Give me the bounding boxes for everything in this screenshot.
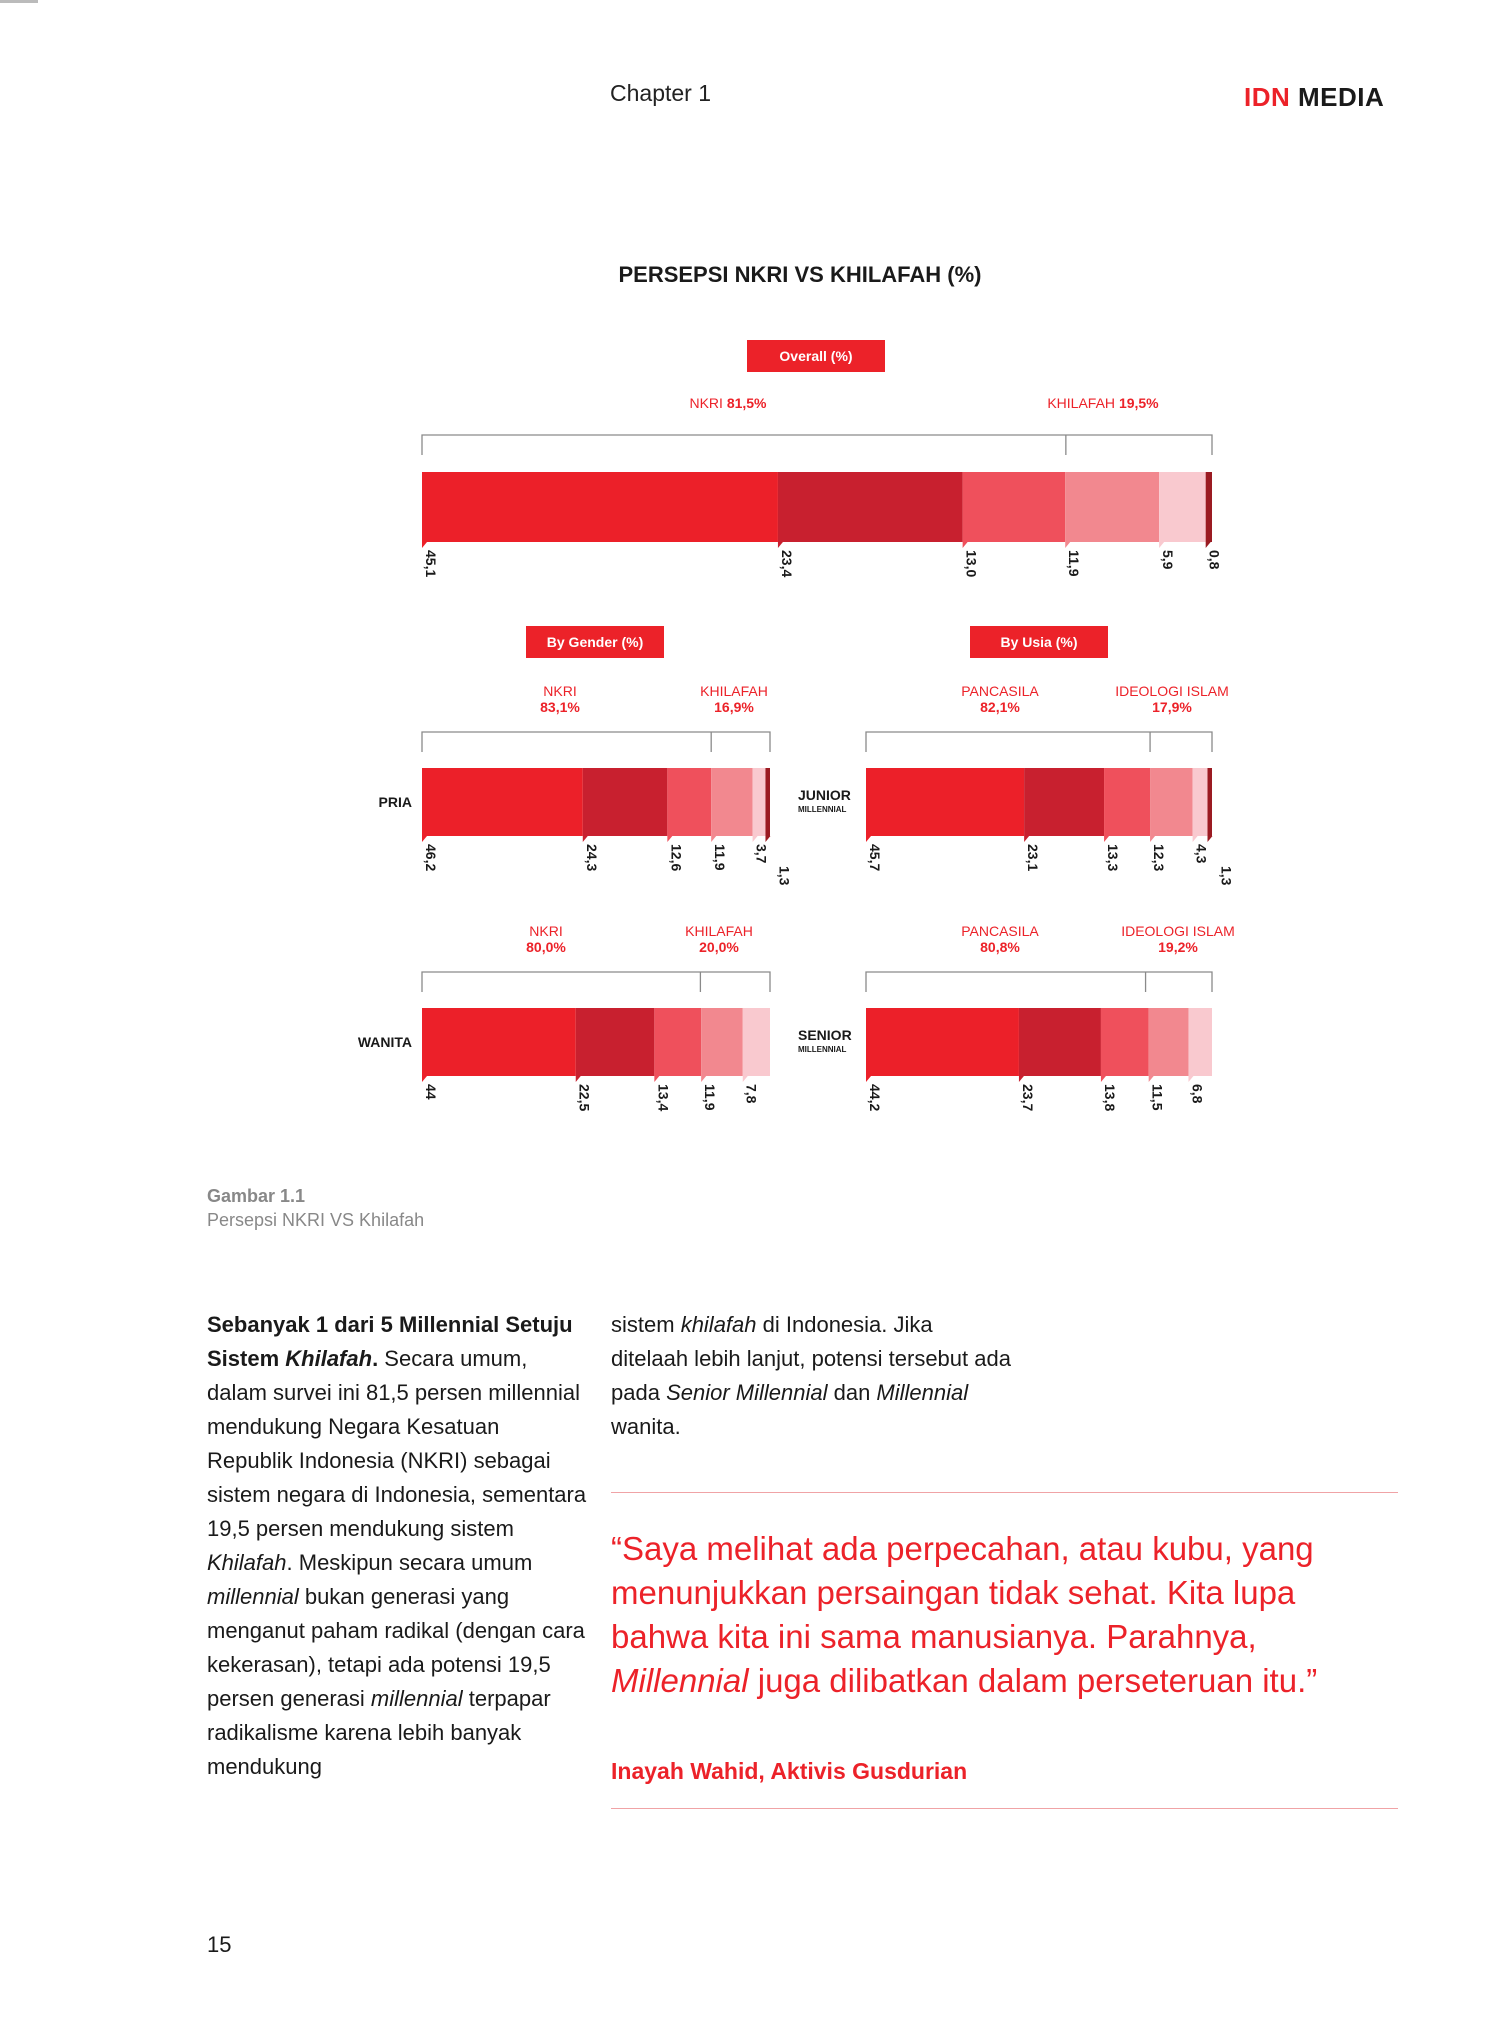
value-label-overall-3: 11,9: [1066, 550, 1083, 577]
bar-notch-overall-5: [1206, 542, 1211, 548]
row-label-pria: PRIA: [378, 794, 412, 810]
group-label-right-value-junior: 17,9%: [1152, 699, 1192, 715]
row-sublabel-senior: MILLENNIAL: [798, 1045, 847, 1054]
bar-notch-senior-1: [1019, 1076, 1024, 1082]
bar-segment-junior-0: [866, 768, 1024, 836]
bracket-senior: [866, 972, 1212, 992]
lead-heading: Sebanyak 1 dari 5 Millennial Setuju Sistem Khilafah.: [207, 1312, 573, 1371]
bar-segment-pria-4: [753, 768, 766, 836]
group-label-right-value-wanita: 20,0%: [699, 939, 739, 955]
row-label-wanita: WANITA: [357, 1034, 412, 1050]
group-label-left-value-junior: 82,1%: [980, 699, 1020, 715]
panel-header-overall: Overall (%): [779, 348, 853, 364]
value-label-pria-1: 24,3: [583, 844, 600, 872]
bar-notch-overall-1: [778, 542, 783, 548]
group-label-right-value-pria: 16,9%: [714, 699, 754, 715]
bar-segment-wanita-4: [743, 1008, 770, 1076]
bar-notch-senior-3: [1149, 1076, 1154, 1082]
value-label-senior-2: 13,8: [1101, 1084, 1118, 1112]
bar-notch-wanita-1: [576, 1076, 581, 1082]
bar-segment-overall-0: [422, 472, 778, 542]
group-label-left-value-pria: 83,1%: [540, 699, 580, 715]
panel-header-junior: By Usia (%): [1000, 634, 1078, 650]
bar-notch-wanita-2: [654, 1076, 659, 1082]
group-label-left-value-senior: 80,8%: [980, 939, 1020, 955]
chart-title: PERSEPSI NKRI VS KHILAFAH (%): [618, 262, 982, 287]
value-label-overall-5: 0,8: [1206, 550, 1223, 570]
figure-caption-subtitle: Persepsi NKRI VS Khilafah: [207, 1210, 425, 1230]
value-label-junior-4: 4,3: [1193, 844, 1210, 864]
bar-notch-overall-4: [1159, 542, 1164, 548]
value-label-senior-0: 44,2: [867, 1084, 883, 1112]
bar-segment-overall-4: [1159, 472, 1206, 542]
logo-media: MEDIA: [1298, 82, 1385, 112]
bar-segment-wanita-3: [701, 1008, 743, 1076]
body-text-column-1: Sebanyak 1 dari 5 Millennial Setuju Sistem Khilafah. Secara umum, dalam survei ini 81,5 persen millennial mendukung Negara Kesatuan Republik Indonesia (NKRI) sebagai sistem negara di Indonesia, sementara 19,5 persen mendukung sistem Khilafah. Meskipun secara umum millennial bukan generasi yang menganut paham radikal (dengan cara kekerasan), tetapi ada potensi 19,5 persen generasi millennial terpapar radikalisme karena lebih banyak mendukung: [207, 1312, 587, 1779]
quote-author: Inayah Wahid, Aktivis Gusdurian: [611, 1758, 968, 1784]
value-label-senior-3: 11,5: [1149, 1084, 1166, 1111]
bar-segment-overall-2: [963, 472, 1066, 542]
bar-notch-senior-0: [866, 1076, 871, 1082]
bracket-wanita: [422, 972, 770, 992]
group-label-left-name-senior: PANCASILA: [961, 923, 1039, 939]
value-label-junior-3: 12,3: [1151, 844, 1168, 872]
bar-notch-pria-5: [765, 836, 770, 842]
bracket-pria: [422, 732, 770, 752]
pull-quote: “Saya melihat ada perpecahan, atau kubu, yang menunjukkan persaingan tidak sehat. Kita lupa bahwa kita ini sama manusianya. Parahnya, Millennial juga dilibatkan dalam perseteruan itu.”: [611, 1530, 1318, 1699]
value-label-junior-5: 1,3: [1218, 866, 1235, 886]
group-label-left-overall: NKRI 81,5%: [689, 395, 767, 411]
bracket-overall: [422, 435, 1212, 455]
bar-notch-wanita-0: [422, 1076, 427, 1082]
bar-notch-wanita-4: [743, 1076, 748, 1082]
bar-segment-pria-0: [422, 768, 583, 836]
bar-segment-overall-5: [1206, 472, 1212, 542]
group-label-right-name-junior: IDEOLOGI ISLAM: [1115, 683, 1229, 699]
bar-notch-junior-4: [1193, 836, 1198, 842]
bar-notch-pria-1: [583, 836, 588, 842]
row-sublabel-junior: MILLENNIAL: [798, 805, 847, 814]
value-label-overall-0: 45,1: [423, 550, 439, 578]
bar-segment-wanita-2: [654, 1008, 701, 1076]
value-label-overall-2: 13,0: [963, 550, 980, 578]
value-label-overall-1: 23,4: [778, 550, 795, 578]
bar-segment-senior-1: [1019, 1008, 1101, 1076]
bar-segment-junior-4: [1193, 768, 1208, 836]
panel-header-pria: By Gender (%): [546, 634, 644, 650]
value-label-wanita-4: 7,8: [743, 1084, 760, 1104]
bar-segment-wanita-1: [576, 1008, 655, 1076]
bar-segment-senior-3: [1149, 1008, 1189, 1076]
bar-notch-overall-2: [963, 542, 968, 548]
bar-notch-pria-2: [667, 836, 672, 842]
value-label-pria-2: 12,6: [668, 844, 685, 872]
bar-segment-senior-0: [866, 1008, 1019, 1076]
row-label-senior: SENIOR: [798, 1027, 852, 1043]
value-label-junior-0: 45,7: [867, 844, 883, 872]
row-label-junior: JUNIOR: [798, 787, 851, 803]
bar-notch-pria-3: [711, 836, 716, 842]
value-label-overall-4: 5,9: [1160, 550, 1177, 570]
value-label-pria-5: 1,3: [776, 866, 793, 886]
group-label-right-overall: KHILAFAH 19,5%: [1047, 395, 1159, 411]
bar-segment-senior-2: [1101, 1008, 1149, 1076]
value-label-senior-4: 6,8: [1189, 1084, 1206, 1104]
bar-segment-junior-3: [1150, 768, 1193, 836]
bar-segment-pria-5: [765, 768, 770, 836]
bar-segment-senior-4: [1188, 1008, 1212, 1076]
figure-caption-title: Gambar 1.1: [207, 1186, 306, 1206]
value-label-wanita-0: 44: [423, 1084, 439, 1100]
value-label-pria-4: 3,7: [753, 844, 770, 864]
quote-top-rule: [611, 1492, 1398, 1493]
value-label-wanita-2: 13,4: [655, 1084, 672, 1112]
bar-notch-overall-3: [1065, 542, 1070, 548]
value-label-wanita-1: 22,5: [576, 1084, 593, 1112]
bar-notch-overall-0: [422, 542, 427, 548]
group-label-left-name-pria: NKRI: [543, 683, 577, 699]
value-label-pria-0: 46,2: [423, 844, 439, 872]
group-label-left-name-wanita: NKRI: [529, 923, 563, 939]
logo-idn: IDN: [1244, 82, 1291, 112]
group-label-right-value-senior: 19,2%: [1158, 939, 1198, 955]
bar-notch-junior-2: [1104, 836, 1109, 842]
bar-segment-pria-1: [583, 768, 668, 836]
bar-segment-junior-5: [1208, 768, 1212, 836]
value-label-junior-1: 23,1: [1025, 844, 1042, 872]
bar-segment-wanita-0: [422, 1008, 576, 1076]
bar-notch-senior-2: [1101, 1076, 1106, 1082]
group-label-right-name-pria: KHILAFAH: [700, 683, 768, 699]
bar-segment-overall-3: [1065, 472, 1159, 542]
bar-segment-overall-1: [778, 472, 963, 542]
bar-segment-pria-3: [711, 768, 752, 836]
quote-bottom-rule: [611, 1808, 1398, 1809]
group-label-right-name-senior: IDEOLOGI ISLAM: [1121, 923, 1235, 939]
bar-notch-pria-0: [422, 836, 427, 842]
bar-notch-junior-3: [1150, 836, 1155, 842]
group-label-right-name-wanita: KHILAFAH: [685, 923, 753, 939]
bar-notch-pria-4: [753, 836, 758, 842]
chapter-label: Chapter 1: [610, 80, 712, 106]
bar-notch-junior-5: [1208, 836, 1213, 842]
value-label-junior-2: 13,3: [1105, 844, 1122, 872]
group-label-left-value-wanita: 80,0%: [526, 939, 566, 955]
bar-segment-junior-2: [1104, 768, 1150, 836]
bar-notch-junior-1: [1024, 836, 1029, 842]
bar-notch-senior-4: [1188, 1076, 1193, 1082]
body-text-column-2: sistem khilafah di Indonesia. Jika ditelaah lebih lanjut, potensi tersebut ada pada Senior Millennial dan Millennial wanita.: [611, 1312, 1011, 1439]
value-label-pria-3: 11,9: [712, 844, 729, 871]
group-label-left-name-junior: PANCASILA: [961, 683, 1039, 699]
bar-segment-junior-1: [1024, 768, 1104, 836]
value-label-senior-1: 23,7: [1019, 1084, 1036, 1112]
bar-segment-pria-2: [667, 768, 711, 836]
value-label-wanita-3: 11,9: [702, 1084, 719, 1111]
bar-notch-junior-0: [866, 836, 871, 842]
bracket-junior: [866, 732, 1212, 752]
page-number: 15: [207, 1932, 232, 1957]
bar-notch-wanita-3: [701, 1076, 706, 1082]
